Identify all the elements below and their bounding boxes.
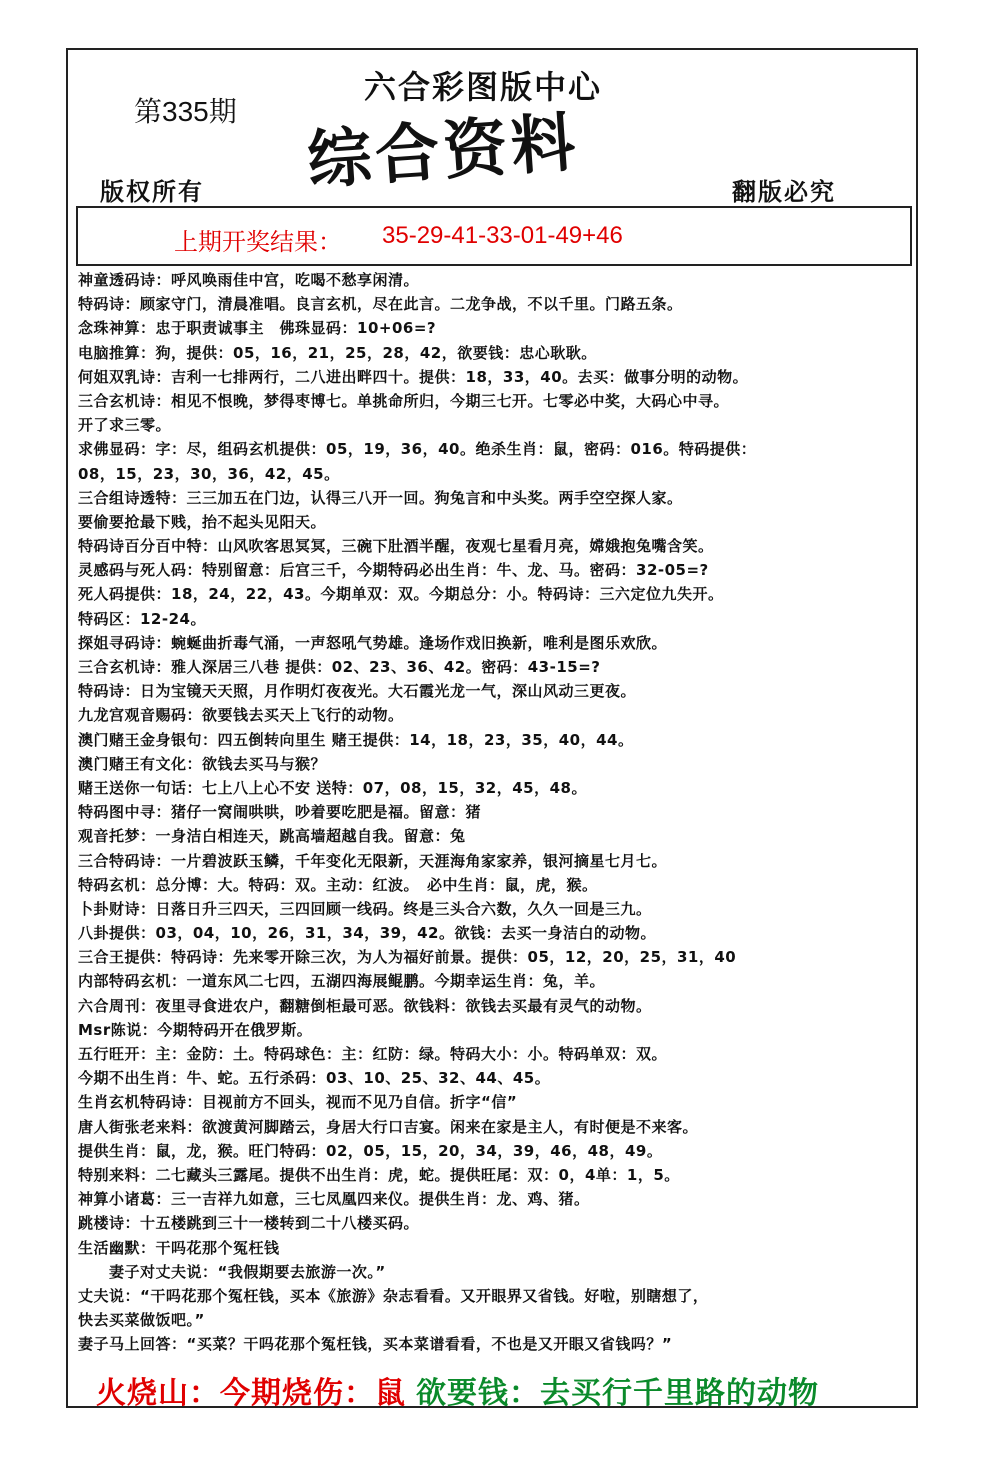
content-line: 三合特码诗：一片碧波跃玉鳞，千年变化无限新，天涯海角家家养，银河摘星七月七。	[78, 851, 668, 870]
content-line: 快去买菜做饭吧。”	[78, 1311, 205, 1330]
content-line: 特码玄机：总分博：大。特码：双。主动：红波。 必中生肖：鼠，虎，猴。	[78, 875, 598, 894]
content-line: 何姐双乳诗：吉利一七排两行，二八进出畔四十。提供：18，33，40。去买：做事分明的动物。	[78, 367, 749, 386]
content-line: 探姐寻码诗：蜿蜒曲折毒气涌，一声怒吼气势雄。逢场作戏旧换新，唯利是图乐欢欣。	[78, 633, 668, 652]
footer-left-text: 火烧山：今期烧伤：鼠	[96, 1376, 406, 1411]
last-result-label: 上期开奖结果：	[174, 229, 342, 256]
content-line: 神算小诸葛：三一吉祥九如意，三七凤凰四来仪。提供生肖：龙、鸡、猪。	[78, 1190, 590, 1209]
content-line: 开了求三零。	[78, 416, 172, 435]
content-line: 08，15，23，30，36，42，45。	[78, 464, 340, 483]
content-line: 观音托梦：一身洁白相连天，跳高墙超越自我。留意：兔	[78, 827, 466, 846]
content-line: 内部特码玄机：一道东风二七四，五湖四海展鲲鹏。今期幸运生肖：兔，羊。	[78, 972, 606, 991]
content-line: 妻子马上回答：“买菜？干吗花那个冤枉钱，买本菜谱看看，不也是又开眼又省钱吗？”	[78, 1335, 673, 1354]
content-line: 八卦提供：03，04，10，26，31，34，39，42。欲钱：去买一身洁白的动物。	[78, 924, 656, 943]
copyright-note: 版权所有	[100, 177, 204, 206]
content-line: 特码诗：顾家守门，清晨准唱。良言玄机，尽在此言。二龙争战，不以千里。门路五条。	[78, 295, 683, 314]
content-line: 五行旺开：主：金防：土。特码球色：主：红防：绿。特码大小：小。特码单双：双。	[78, 1045, 668, 1063]
content-line: 三合组诗透特：三三加五在门边，认得三八开一回。狗兔言和中头奖。两手空空探人家。	[78, 488, 683, 507]
last-result-value: 35-29-41-33-01-49+46	[382, 222, 623, 249]
footer-right-text: 欲要钱：去买行千里路的动物	[416, 1376, 819, 1411]
footer-banner	[96, 1368, 819, 1412]
content-line: 丈夫说：“干吗花那个冤枉钱，买本《旅游》杂志看看。又开眼界又省钱。好啦，别瞎想了，	[78, 1286, 709, 1305]
content-line: 求佛显码：字：尽，组码玄机提供：05，19，36，40。绝杀生肖：鼠，密码：016。特码提供：	[78, 440, 757, 459]
content-line: 特码图中寻：猪仔一窝闹哄哄，吵着要吃肥是福。留意：猪	[78, 803, 482, 822]
content-line: 唐人街张老来料：欲渡黄河脚踏云，身居大行口吉宴。闲来在家是主人，有时便是不来客。	[78, 1117, 699, 1136]
content-line: 电脑推算：狗，提供：05，16，21，25，28，42，欲要钱：忠心耿耿。	[78, 343, 597, 362]
content-line: 跳楼诗：十五楼跳到三十一楼转到二十八楼买码。	[78, 1214, 420, 1233]
content-line: 生肖玄机特码诗：目视前方不回头，视而不见乃自信。折字“信”	[78, 1093, 518, 1112]
content-line: 生活幽默：干吗花那个冤枉钱	[78, 1238, 280, 1257]
content-line: 澳门赌王有文化：欲钱去买马与猴？	[78, 754, 327, 773]
document-frame	[66, 48, 918, 1411]
content-line: 特码诗：日为宝镜天天照，月作明灯夜夜光。大石霞光龙一气，深山风动三更夜。	[78, 682, 637, 701]
last-result-box	[76, 206, 912, 266]
content-line: 六合周刊：夜里寻食进农户，翻糖倒柜最可恶。欲钱料：欲钱去买最有灵气的动物。	[78, 996, 652, 1015]
content-lines	[78, 268, 914, 1356]
content-line: 赌王送你一句话：七上八上心不安 送特：07，08，15，32，45，48。	[78, 778, 587, 797]
page-title: 综合资料	[304, 104, 582, 199]
content-line: 神童透码诗：呼风唤雨佳中宫，吃喝不愁享闲清。	[78, 271, 420, 289]
content-line: 妻子对丈夫说：“我假期要去旅游一次。”	[78, 1262, 386, 1281]
content-line: 特别来料：二七藏头三露尾。提供不出生肖：虎，蛇。提供旺尾：双：0，4单：1，5。	[78, 1165, 680, 1184]
content-line: 九龙宫观音赐码：欲要钱去买天上飞行的动物。	[78, 706, 404, 725]
content-line: 今期不出生肖：牛、蛇。五行杀码：03、10、25、32、44、45。	[78, 1069, 551, 1088]
content-line: 灵感码与死人码：特别留意：后宫三千，今期特码必出生肖：牛、龙、马。密码：32-05=?	[78, 561, 709, 580]
content-line: 念珠神算：忠于职责诚事主 佛珠显码：10+06=?	[78, 319, 437, 338]
center-title: 六合彩图版中心	[364, 68, 603, 106]
content-line: 三合玄机诗：相见不恨晚，梦得枣博七。单挑命所归，今期三七开。七零必中奖，大码心中寻。	[78, 391, 730, 410]
content-line: 澳门赌王金身银句：四五倒转向里生 赌王提供：14，18，23，35，40，44。	[78, 730, 634, 749]
content-line: 三合玄机诗：雅人深居三八巷 提供：02、23、36、42。密码：43-15=?	[78, 658, 601, 676]
content-line: 死人码提供：18，24，22，43。今期单双：双。今期总分：小。特码诗：三六定位九失开。	[78, 585, 724, 604]
content-line: Msr陈说：今期特码开在俄罗斯。	[78, 1020, 313, 1039]
piracy-note: 翻版必究	[732, 177, 836, 206]
issue-number: 第335期	[134, 96, 237, 127]
content-line: 卜卦财诗：日落日升三四天，三四回顾一线码。终是三头合六数，久久一回是三九。	[78, 899, 652, 918]
content-line: 特码诗百分百中特：山风吹客思冥冥，三碗下肚酒半醒，夜观七星看月亮，嫦娥抱兔嘴含笑。	[78, 537, 714, 556]
content-line: 要偷要抢最下贱，抬不起头见阳天。	[78, 512, 327, 531]
content-line: 三合王提供：特码诗：先来零开除三次，为人为福好前景。提供：05，12，20，25，31，40	[78, 948, 737, 967]
content-line: 提供生肖：鼠，龙，猴。旺门特码：02，05，15，20，34，39，46，48，49。	[78, 1141, 663, 1160]
content-line: 特码区：12-24。	[78, 609, 206, 628]
